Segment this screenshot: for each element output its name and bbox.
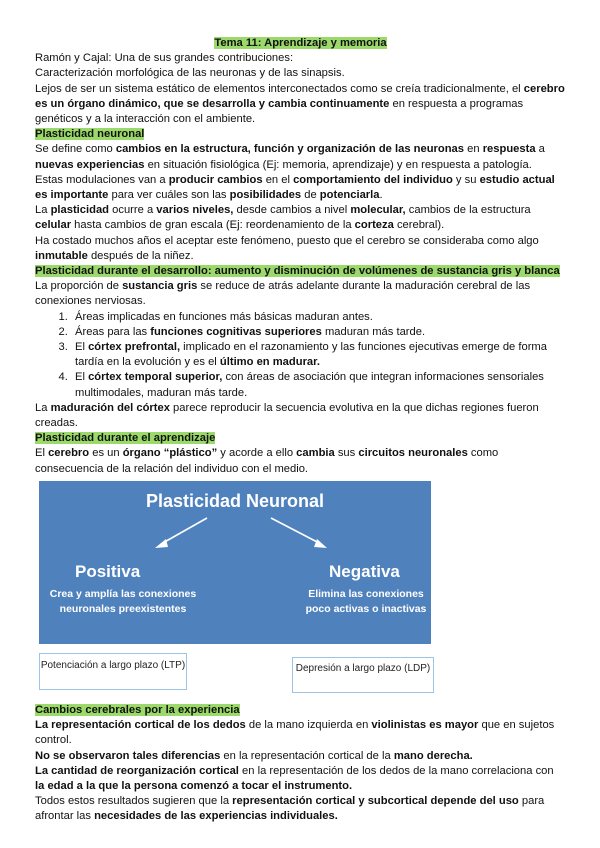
- paragraph: La maduración del córtex parece reproducir la secuencia evolutiva en la que dichas regiones fueron creadas.: [35, 401, 539, 430]
- paragraph: Todos estos resultados sugieren que la representación cortical y subcortical depende del uso para afrontar las necesidades de las experiencias individuales.: [35, 795, 545, 823]
- plasticity-diagram-box: [39, 481, 431, 644]
- page-title: Tema 11: Aprendizaje y memoria: [214, 37, 387, 49]
- paragraph: No se observaron tales diferencias en la representación cortical de la mano derecha.: [35, 749, 473, 762]
- ldp-box: Depresión a largo plazo (LDP): [292, 657, 434, 693]
- intro-line-2: Caracterización morfológica de las neuronas y de las sinapsis.: [35, 67, 345, 80]
- paragraph: El cerebro es un órgano “plástico” y acorde a ello cambia sus circuitos neuronales como consecuencia de la relación del individuo con el medio.: [35, 447, 499, 475]
- list-item: 4. El córtex temporal superior, con áreas de asociación que integran informaciones sensoriales multimodales, maduran más tarde.: [71, 370, 566, 400]
- section-heading-experiencia: Cambios cerebrales por la experiencia: [35, 703, 240, 716]
- paragraph: La cantidad de reorganización cortical en la representación de los dedos de la mano correlaciona con la edad a la que la persona comenzó a tocar el instrumento.: [35, 764, 554, 792]
- paragraph: La plasticidad ocurre a varios niveles, desde cambios a nivel molecular, cambios de la estructura celular hasta cambios de gran escala (Ej: reordenamiento de la corteza cerebral).: [35, 204, 531, 232]
- arrow-left-icon: [161, 518, 207, 544]
- list-item: 3. El córtex prefrontal, implicado en el razonamiento y las funciones ejecutivas emerge de forma tardía en la evolución y es el último en madurar.: [71, 340, 566, 370]
- negative-title: Negativa: [329, 561, 400, 581]
- list-item: 1. Áreas implicadas en funciones más básicas maduran antes.: [71, 310, 566, 325]
- arrow-right-head: [314, 539, 327, 548]
- section-heading-aprendizaje: Plasticidad durante el aprendizaje: [35, 432, 216, 445]
- positive-description: Crea y amplía las conexiones neuronales preexistentes: [49, 587, 197, 615]
- paragraph: Se define como cambios en la estructura, función y organización de las neuronas en respuesta a nuevas experiencias en situación fisiológica (Ej: memoria, aprendizaje) y en respuesta a patología.: [35, 143, 545, 171]
- ltp-box: Potenciación a largo plazo (LTP): [39, 653, 187, 690]
- intro-paragraph: Lejos de ser un sistema estático de elementos interconectados como se creía tradicionalmente, el cerebro es un órgano dinámico, que se desarrolla y cambia continuamente en respuesta a programas genéticos y a la interacción con el ambiente.: [35, 82, 565, 126]
- plasticity-figure: [35, 481, 566, 703]
- paragraph: Estas modulaciones van a producir cambios en el comportamiento del individuo y su estudio actual es importante para ver cuáles son las posibilidades de potenciarla.: [35, 173, 555, 202]
- paragraph: Ha costado muchos años el aceptar este fenómeno, puesto que el cerebro se consideraba como algo inmutable después de la niñez.: [35, 234, 539, 262]
- paragraph: La representación cortical de los dedos de la mano izquierda en violinistas es mayor que en sujetos control.: [35, 719, 555, 747]
- arrow-right-icon: [271, 518, 321, 544]
- numbered-list: [35, 310, 566, 401]
- document-content: [35, 36, 566, 825]
- arrow-left-head: [155, 539, 168, 548]
- positive-title: Positiva: [75, 561, 141, 581]
- paragraph: La proporción de sustancia gris se reduce de atrás adelante durante la maduración cerebral de las conexiones nerviosas.: [35, 280, 531, 308]
- section-heading-plasticidad-neuronal: Plasticidad neuronal: [35, 128, 145, 141]
- negative-description: Elimina las conexiones poco activas o inactivas: [305, 587, 427, 615]
- diagram-title: Plasticidad Neuronal: [145, 490, 325, 511]
- section-heading-desarrollo: Plasticidad durante el desarrollo: aumento y disminución de volúmenes de sustancia gris y blanca: [35, 265, 560, 278]
- list-item: 2. Áreas para las funciones cognitivas superiores maduran más tarde.: [71, 325, 566, 340]
- intro-line-1: Ramón y Cajal: Una de sus grandes contribuciones:: [35, 52, 294, 65]
